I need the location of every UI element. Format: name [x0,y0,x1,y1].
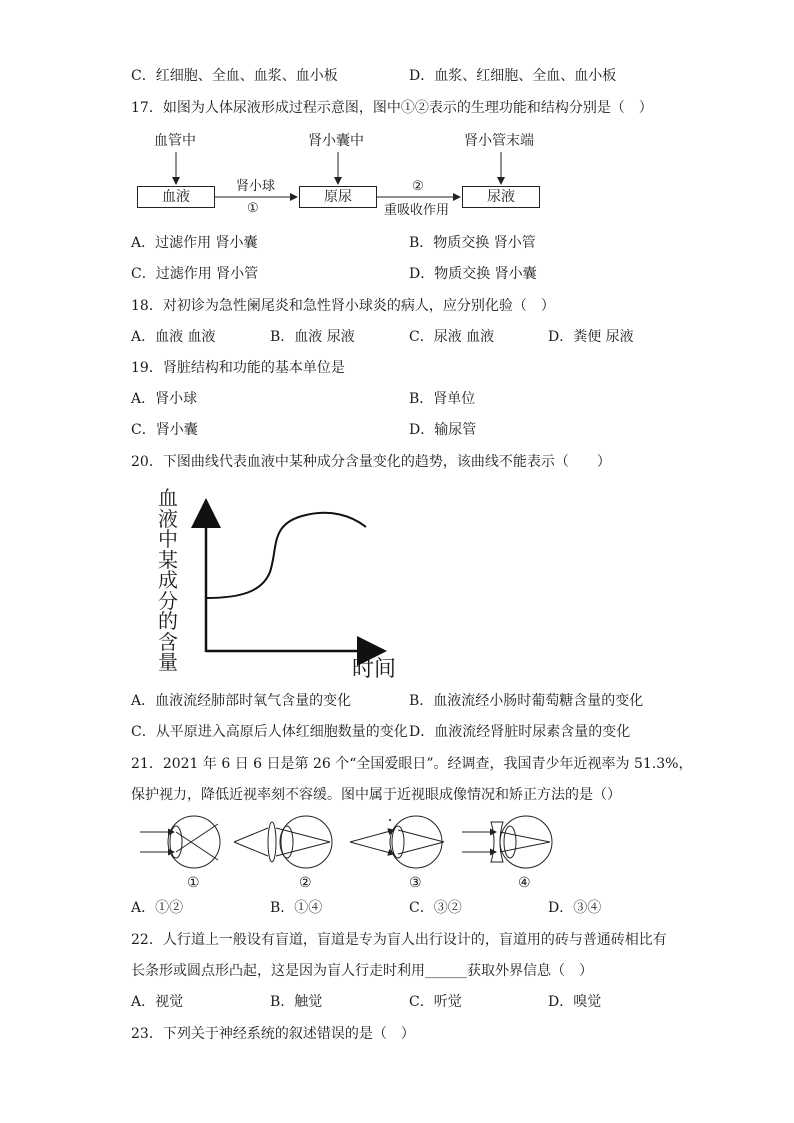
diagram-box-urine: 尿液 [462,186,540,208]
q19-option-d: D．输尿管 [409,422,477,438]
graph-y-axis-char: 量 [158,650,178,674]
q21-option-d: D．③④ [548,900,602,916]
diagram-label-capsule: 肾小囊中 [308,133,364,149]
graph-y-axis-char: 液 [158,506,178,531]
q16-option-d: D．血浆、红细胞、全血、血小板 [409,68,617,84]
q20-option-a: A．血液流经肺部时氧气含量的变化 [131,693,352,709]
q17-option-a: A．过滤作用 肾小囊 [131,235,258,251]
q17-option-b: B．物质交换 肾小管 [409,235,536,251]
q18-option-a: A．血液 血液 [131,329,216,345]
q18-option-c: C．尿液 血液 [409,329,495,345]
eye-label-1: ① [187,875,200,891]
q22-option-c: C．听觉 [409,994,462,1010]
eye-diagram-1 [140,816,220,868]
q22-option-d: D．嗅觉 [548,994,602,1010]
q20-option-d: D．血液流经肾脏时尿素含量的变化 [409,724,631,740]
q17-option-d: D．物质交换 肾小囊 [409,266,537,282]
q19-option-b: B．肾单位 [409,391,476,407]
eye-diagram-4 [462,816,552,868]
q22-stem-line1: 22．人行道上一般设有盲道，盲道是专为盲人出行设计的，盲道用的砖与普通砖相比有 [131,932,667,948]
q18-option-d: D．粪便 尿液 [548,329,634,345]
diagram-box-primary-urine: 原尿 [299,186,377,208]
diagram-arrow2-label-bottom: 重吸收作用 [384,203,450,218]
q21-stem-line2: 保护视力，降低近视率刻不容缓。图中属于近视眼成像情况和矫正方法的是（） [131,787,621,803]
graph-x-axis-label: 时间 [352,657,397,682]
q22-option-b: B．触觉 [270,994,323,1010]
q19-stem: 19．肾脏结构和功能的基本单位是 [131,360,345,376]
q21-option-b: B．①④ [270,900,323,916]
q21-stem-line1: 21．2021 年 6 日 6 日是第 26 个“全国爱眼日”。经调查，我国青少年近视率为 51.3%， [131,756,693,772]
q20-option-c: C．从平原进入高原后人体红细胞数量的变化 [131,724,408,740]
graph-y-axis-char: 中 [158,527,178,551]
q21-option-c: C．③② [409,900,462,916]
eye-label-2: ② [299,875,312,891]
q21-option-a: A．①② [131,900,184,916]
eye-diagram-2 [234,816,332,868]
graph-y-axis-char: 的 [158,609,178,633]
q18-stem: 18．对初诊为急性阑尾炎和急性肾小球炎的病人，应分别化验（ ） [131,298,555,314]
q22-option-a: A．视觉 [131,994,184,1010]
graph-y-axis-char: 成 [158,568,178,592]
q20-option-b: B．血液流经小肠时葡萄糖含量的变化 [409,693,644,709]
diagram-arrow2-label-top: ② [412,179,424,194]
q17-stem: 17．如图为人体尿液形成过程示意图，图中①②表示的生理功能和结构分别是（ ） [131,100,653,116]
diagram-label-tubule-end: 肾小管末端 [464,133,534,149]
q19-option-c: C．肾小囊 [131,422,198,438]
diagram-box-blood: 血液 [137,186,215,208]
diagram-arrow1-label-top: 肾小球 [236,179,276,194]
q23-stem: 23．下列关于神经系统的叙述错误的是（ ） [131,1026,415,1042]
graph-y-axis-char: 某 [158,547,178,572]
graph-y-axis-char: 分 [158,588,178,613]
graph-y-axis-char: 血 [158,486,178,510]
diagram-arrow1-label-bottom: ① [247,201,259,216]
eye-diagram-3 [350,816,444,868]
q18-option-b: B．血液 尿液 [270,329,355,345]
diagram-label-blood-vessel: 血管中 [154,133,196,149]
q16-option-c: C．红细胞、全血、血浆、血小板 [131,68,338,84]
q22-stem-line2: 长条形或圆点形凸起，这是因为盲人行走时利用______获取外界信息（ ） [131,963,593,979]
q19-option-a: A．肾小球 [131,391,198,407]
graph-y-axis-char: 含 [158,629,178,654]
q17-option-c: C．过滤作用 肾小管 [131,266,259,282]
q20-stem: 20．下图曲线代表血液中某种成分含量变化的趋势，该曲线不能表示（ ） [131,454,611,470]
eye-label-3: ③ [409,875,422,891]
eye-label-4: ④ [518,875,531,891]
